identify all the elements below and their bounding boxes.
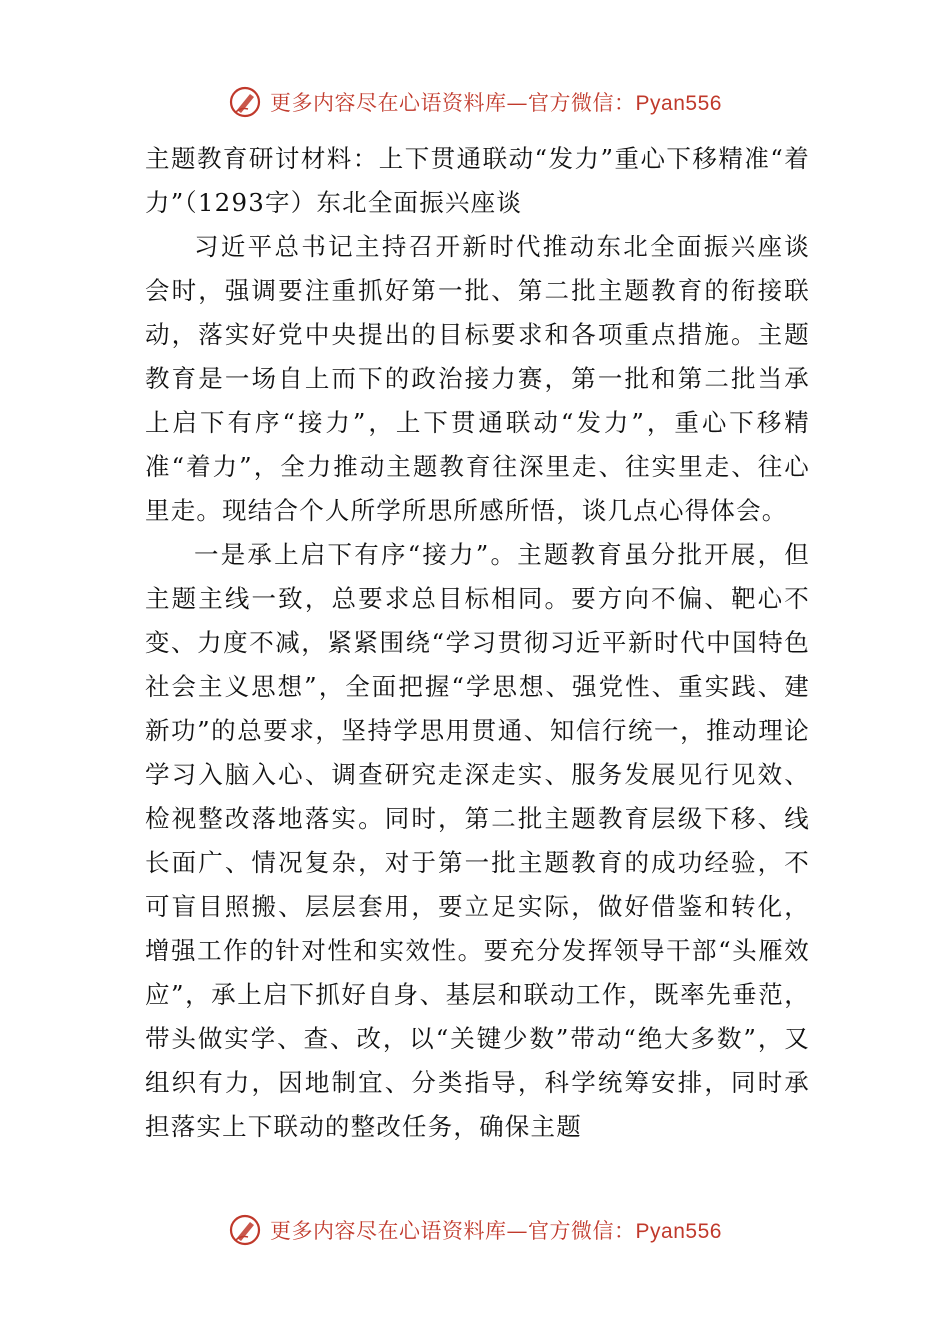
header-promo-separator: — (506, 91, 529, 115)
footer-wechat-label: 官方微信： (528, 1219, 636, 1243)
header-wechat-label: 官方微信： (528, 91, 636, 115)
header-promo-text: 更多内容尽在心语资料库 (270, 91, 507, 115)
paragraph-point-one: 一是承上启下有序“接力”。主题教育虽分批开展，但主题主线一致，总要求总目标相同。要方向不偏、靶心不变、力度不减，紧紧围绕“学习贯彻习近平新时代中国特色社会主义思想”，全面把握“学思想、强党性、重实践、建新功”的总要求，坚持学思用贯通、知信行统一，推动理论学习入脑入心、调查研究走深走实、服务发展见行见效、检视整改落地落实。同时，第二批主题教育层级下移、线长面广、情况复杂，对于第一批主题教育的成功经验，不可盲目照搬、层层套用，要立足实际，做好借鉴和转化，增强工作的针对性和实效性。要充分发挥领导干部“头雁效应”，承上启下抓好自身、基层和联动工作，既率先垂范，带头做实学、查、改，以“关键少数”带动“绝大多数”，又组织有力，因地制宜、分类指导，科学统筹安排，同时承担落实上下联动的整改任务，确保主题 (145, 540, 810, 1141)
footer-promo (270, 1215, 722, 1245)
pen-logo-icon (228, 85, 262, 119)
document-body (145, 137, 810, 1149)
header-promo (270, 87, 722, 117)
footer-banner (0, 1208, 950, 1252)
footer-promo-text: 更多内容尽在心语资料库 (270, 1219, 507, 1243)
document-title: 主题教育研讨材料：上下贯通联动“发力”重心下移精准“着力”（1293字）东北全面振兴座谈 (145, 144, 810, 217)
paragraph-intro: 习近平总书记主持召开新时代推动东北全面振兴座谈会时，强调要注重抓好第一批、第二批主题教育的衔接联动，落实好党中央提出的目标要求和各项重点措施。主题教育是一场自上而下的政治接力赛，第一批和第二批当承上启下有序“接力”，上下贯通联动“发力”，重心下移精准“着力”，全力推动主题教育往深里走、往实里走、往心里走。现结合个人所学所思所感所悟，谈几点心得体会。 (145, 232, 810, 525)
header-wechat-id: Pyan556 (635, 92, 722, 115)
header-banner (0, 80, 950, 124)
pen-logo-icon (228, 1213, 262, 1247)
footer-wechat-id: Pyan556 (635, 1220, 722, 1243)
footer-promo-separator: — (506, 1219, 529, 1243)
